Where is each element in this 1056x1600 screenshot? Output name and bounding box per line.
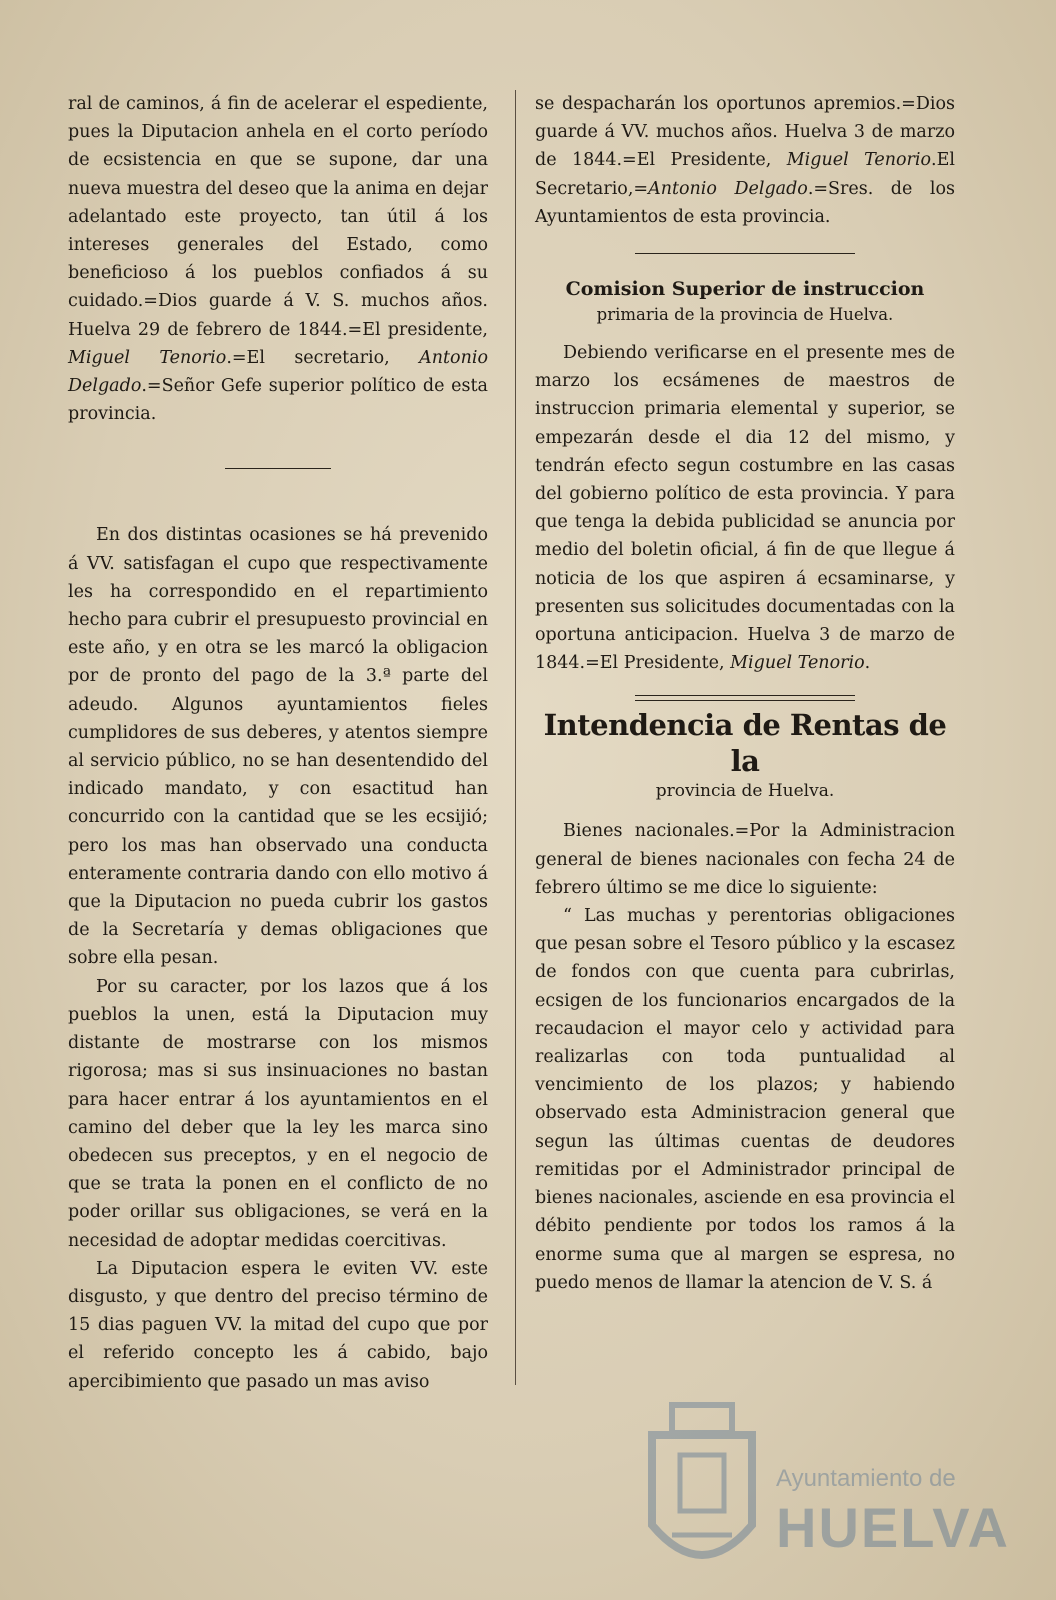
watermark-line-1: Ayuntamiento de [776, 1465, 956, 1492]
instruccion-notice: Debiendo verificarse en el presente mes de marzo los ecsámenes de maestros de instruccion primaria elemental y superior, se empezarán desde el dia 12 del mismo, y tendrán efecto segun costumbre en las casas del gobierno político de esta provincia. Y para que tenga la debida publicidad se anuncia por medio del boletin oficial, á fin de que llegue á noticia de los que aspiren á ecsaminarse, y presenten sus solicitudes documentadas con la oportuna anticipacion. Huelva 3 de marzo de 1844.=El Presidente, Miguel Tenorio. [535, 343, 955, 674]
right-para-end: .=Sres. de los Ayuntamientos de esta provincia. [535, 178, 955, 227]
intendencia-paragraph-1: Bienes nacionales.=Por la Administracion general de bienes nacionales con fecha 24 de febrero último se me dice lo siguiente: [535, 821, 955, 898]
section-subtitle-instruccion: primaria de la provincia de Huelva. [596, 305, 894, 325]
left-para-end: .=Señor Gefe superior político de esta provincia. [68, 376, 488, 425]
signer-name: Miguel Tenorio [730, 653, 865, 674]
left-para-mid: .=El secretario, [226, 347, 420, 368]
secretary-name: Antonio Delgado [648, 178, 808, 199]
right-para-text: se despacharán los oportunos apremios.=Dios guarde á VV. muchos años. Huelva 3 de marzo de 1844.=El Presidente, [535, 94, 955, 171]
separator-rule [225, 468, 331, 469]
watermark-line-2: HUELVA [776, 1496, 1010, 1559]
right-para-mid: .El Secretario,= [535, 150, 955, 199]
column-divider [515, 90, 516, 1385]
section-title-instruccion: Comision Superior de instruccion [565, 278, 925, 301]
coat-of-arms-icon [642, 1395, 762, 1585]
left-para-text: ral de caminos, á fin de acelerar el espediente, pues la Diputacion anhela en el corto período de ecsistencia en que se supone, dar una nueva muestra del deseo que la anima en dejar adelantado este proyecto, tan útil á los intereses generales del Estado, como beneficioso á los pueblos confiados á su cuidado.=Dios guarde á V. S. muchos años. Huelva 29 de febrero de 1844.=El presidente, [68, 94, 488, 340]
section-title-intendencia: Intendencia de Rentas de la [543, 708, 947, 779]
separator-double-rule [635, 695, 855, 701]
left-paragraph-3: Por su caracter, por los lazos que á los pueblos la unen, está la Diputacion muy distante de mostrarse con los mismos rigorosa; mas si sus insinuaciones no bastan para hacer entrar á los ayuntamientos en el camino del deber que la ley les marca sino obedecen sus preceptos, y en el negocio de que se trata la ponen en el conflicto de no poder orillar sus obligaciones, se verá en la necesidad de adoptar medidas coercitivas. [68, 976, 488, 1251]
right-continued-paragraph [535, 90, 955, 231]
signer-name: Miguel Tenorio [68, 347, 227, 368]
left-column [68, 90, 488, 1396]
left-continued-paragraph [68, 90, 488, 428]
intendencia-paragraph-2: “ Las muchas y perentorias obligaciones que pesan sobre el Tesoro público y la escasez de fondos con que cuenta para cubrirlas, ecsigen de los funcionarios encargados de la recaudacion el mayor celo y actividad para realizarlas con toda puntualidad al vencimiento de los plazos; y habiendo observado esta Administracion general que segun las últimas cuentas de deudores remitidas por el Administrador principal de bienes nacionales, asciende en esa provincia el débito pendiente por todos los ramos á la enorme suma que al margen se espresa, no puedo menos de llamar la atencion de V. S. á [535, 906, 955, 1293]
ayuntamiento-watermark [636, 1395, 1010, 1590]
separator-rule [635, 253, 855, 254]
left-paragraph-2: En dos distintas ocasiones se há prevenido á VV. satisfagan el cupo que respectivamente les ha correspondido en el repartimiento hecho para cubrir el presupuesto provincial en este año, y en otra se les marcó la obligacion por de pronto del pago de la 3.ª parte del adeudo. Algunos ayuntamientos fieles cumplidores de sus deberes, y atentos siempre al servicio público, no se han desentendido del indicado mandato, y con esactitud han concurrido con la cantidad que se les ecsijió; pero los mas han observado una conducta enteramente contraria dando con ello motivo á que la Diputacion no pueda cubrir los gastos de la Secretaría y demas obligaciones que sobre ella pesan. [68, 525, 488, 969]
left-paragraph-4: La Diputacion espera le eviten VV. este disgusto, y que dentro del preciso término de 15 dias paguen VV. la mitad del cupo que por el referido concepto les á cabido, bajo apercibimiento que pasado un mas aviso [68, 1258, 488, 1392]
section-subtitle-intendencia: provincia de Huelva. [655, 781, 835, 802]
signer-name: Miguel Tenorio [786, 150, 932, 171]
right-column [535, 90, 955, 1297]
instruccion-body: Debiendo verificarse en el presente mes de marzo los ecsámenes de maestros de instruccion primaria elemental y superior, se empezarán desde el dia 12 del mismo, y tendrán efecto segun costumbre en las casas del gobierno político de esta provincia. Y para que tenga la debida publicidad se anuncia por medio del boletin oficial, á fin de que llegue á noticia de los que aspiren á ecsaminarse, y presenten sus solicitudes documentadas con la oportuna anticipacion. Huelva 3 de marzo de 1844.=El Presidente, [535, 343, 955, 674]
secretary-name: Antonio Delgado [68, 347, 488, 397]
